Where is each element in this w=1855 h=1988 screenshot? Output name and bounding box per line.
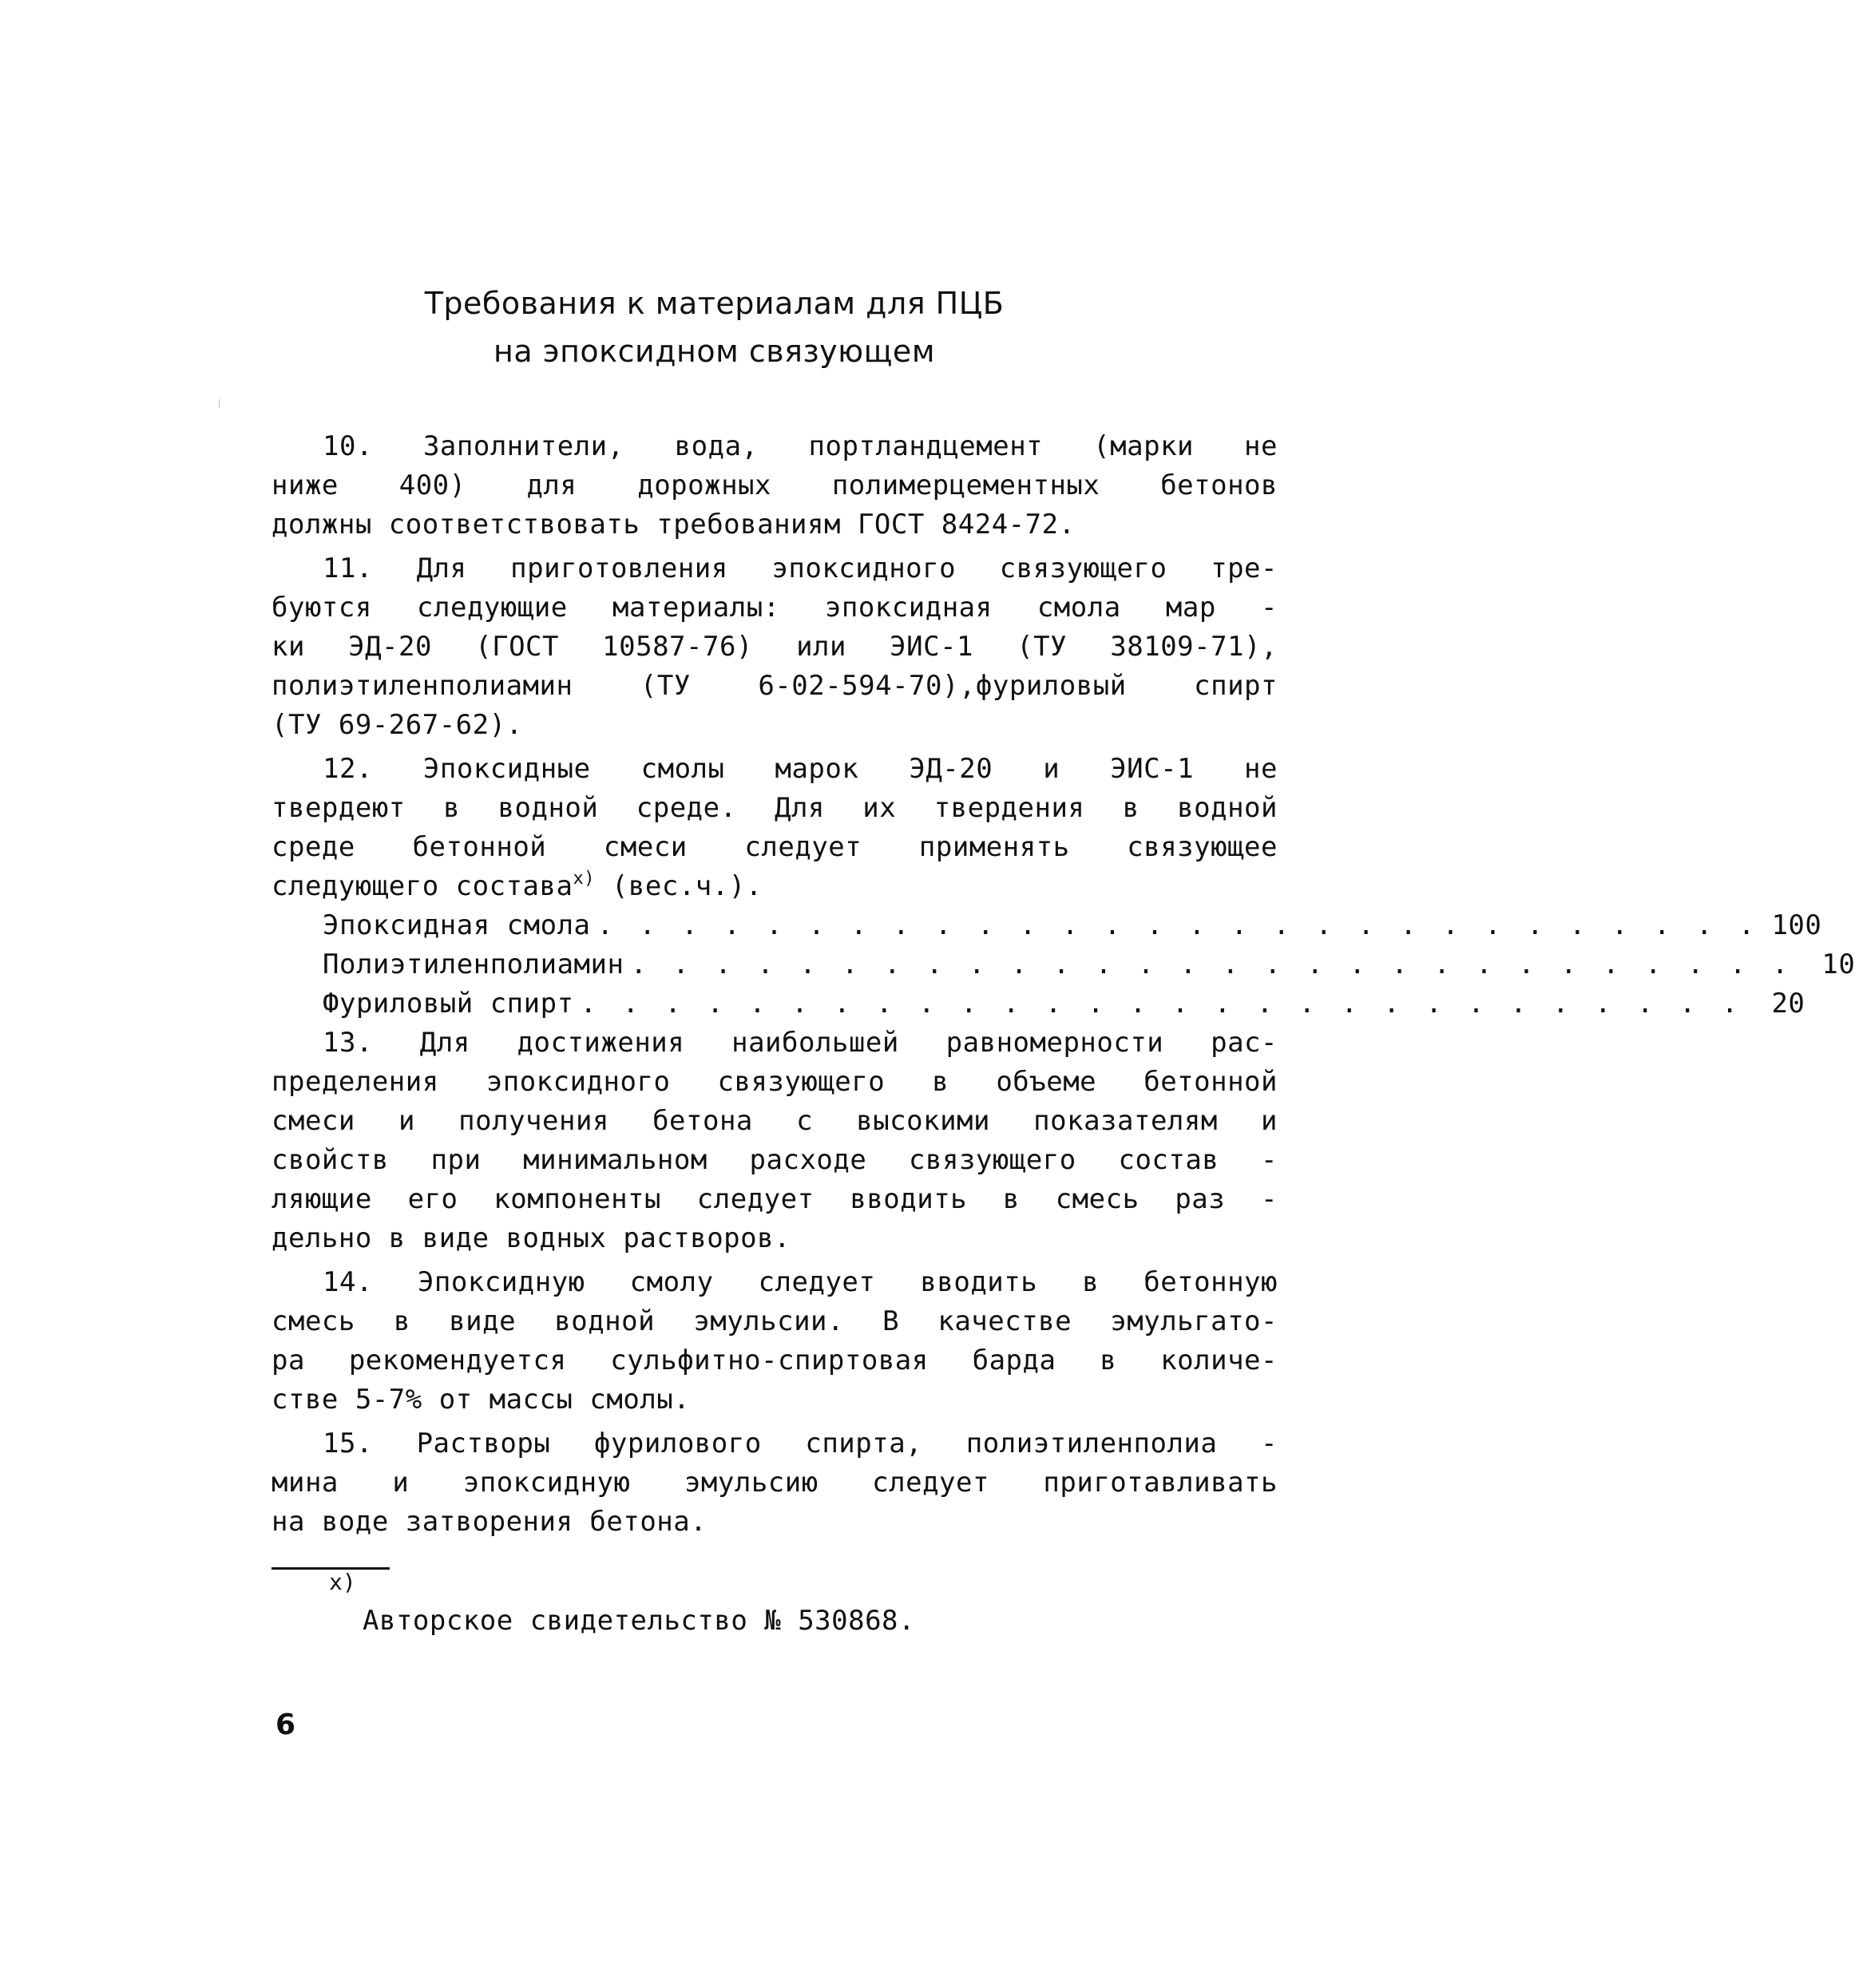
text-line: мина и эпоксидную эмульсию следует приготавливать: [272, 1467, 1278, 1499]
footnote-mark: x): [329, 1569, 356, 1595]
paragraph-11: [272, 549, 1278, 745]
text-line: полиэтиленполиамин (ТУ 6-02-594-70),фуриловый спирт: [272, 670, 1278, 702]
recipe-amount: 20: [1771, 988, 1805, 1020]
text-line: 11. Для приготовления эпоксидного связующего тре-: [323, 552, 1278, 584]
recipe-row: [323, 984, 1805, 1024]
paragraph-12: [272, 750, 1855, 1024]
page-number: 6: [275, 1709, 296, 1741]
text-line: [272, 867, 1278, 906]
text-fragment: следующего состава: [272, 870, 573, 902]
paragraph-15: [272, 1424, 1278, 1542]
text-line: среде бетонной смеси следует применять связующее: [272, 831, 1278, 863]
footnote-text: Авторское свидетельство № 530868.: [363, 1605, 916, 1637]
recipe-amount: 10: [1821, 948, 1855, 980]
text-line: буются следующие материалы: эпоксидная смола мар -: [272, 592, 1278, 624]
text-line: стве 5-7% от массы смолы.: [272, 1384, 691, 1416]
leader-dots: . . . . . . . . . . . . . . . . . . . . . . . . . . . .: [597, 909, 1760, 941]
recipe-amount: 100: [1771, 909, 1822, 941]
text-line: 10. Заполнители, вода, портландцемент (марки не: [323, 430, 1278, 462]
text-line: ки ЭД-20 (ГОСТ 10587-76) или ЭИС-1 (ТУ 38109-71),: [272, 631, 1278, 663]
text-line: на воде затворения бетона.: [272, 1506, 708, 1538]
body-text: [272, 427, 1855, 1542]
text-line: смесь в виде водной эмульсии. В качестве эмульгато-: [272, 1305, 1278, 1337]
leader-dots: . . . . . . . . . . . . . . . . . . . . . . . . . . . .: [630, 948, 1794, 980]
section-heading-line-2: на эпоксидном связующем: [493, 334, 935, 369]
recipe-component: Фуриловый спирт: [323, 988, 574, 1020]
recipe-row: [323, 945, 1855, 984]
text-line: свойств при минимальном расходе связующего состав -: [272, 1144, 1278, 1176]
text-line: ляющие его компоненты следует вводить в смесь раз -: [272, 1183, 1278, 1215]
text-line: должны соответствовать требованиям ГОСТ 8424-72.: [272, 509, 1076, 541]
text-line: ра рекомендуется сульфитно-спиртовая барда в количе-: [272, 1344, 1278, 1376]
text-line: 14. Эпоксидную смолу следует вводить в бетонную: [323, 1266, 1278, 1298]
paragraph-13: [272, 1024, 1278, 1258]
text-line: 12. Эпоксидные смолы марок ЭД-20 и ЭИС-1 не: [323, 753, 1278, 785]
text-line: 13. Для достижения наибольшей равномерности рас-: [323, 1027, 1278, 1059]
text-fragment: (вес.ч.).: [594, 870, 763, 902]
paragraph-10: [272, 427, 1278, 545]
text-line: 15. Растворы фурилового спирта, полиэтиленполиа -: [323, 1428, 1278, 1459]
recipe-component: Полиэтиленполиамин: [323, 948, 624, 980]
section-heading-line-1: Требования к материалам для ПЦБ: [424, 286, 1005, 321]
text-line: дельно в виде водных растворов.: [272, 1222, 791, 1254]
text-line: пределения эпоксидного связующего в объеме бетонной: [272, 1066, 1278, 1098]
recipe-row: [323, 906, 1822, 945]
text-line: смеси и получения бетона с высокими показателям и: [272, 1105, 1278, 1137]
margin-mark: [219, 399, 220, 407]
leader-dots: . . . . . . . . . . . . . . . . . . . . . . . . . . . .: [580, 988, 1743, 1020]
recipe-list: [272, 906, 1855, 1024]
paragraph-14: [272, 1263, 1278, 1420]
footnote-reference: x): [573, 869, 595, 889]
recipe-component: Эпоксидная смола: [323, 909, 591, 941]
text-line: ниже 400) для дорожных полимерцементных бетонов: [272, 469, 1278, 501]
text-line: твердеют в водной среде. Для их твердения в водной: [272, 792, 1278, 824]
text-line: (ТУ 69-267-62).: [272, 709, 523, 741]
